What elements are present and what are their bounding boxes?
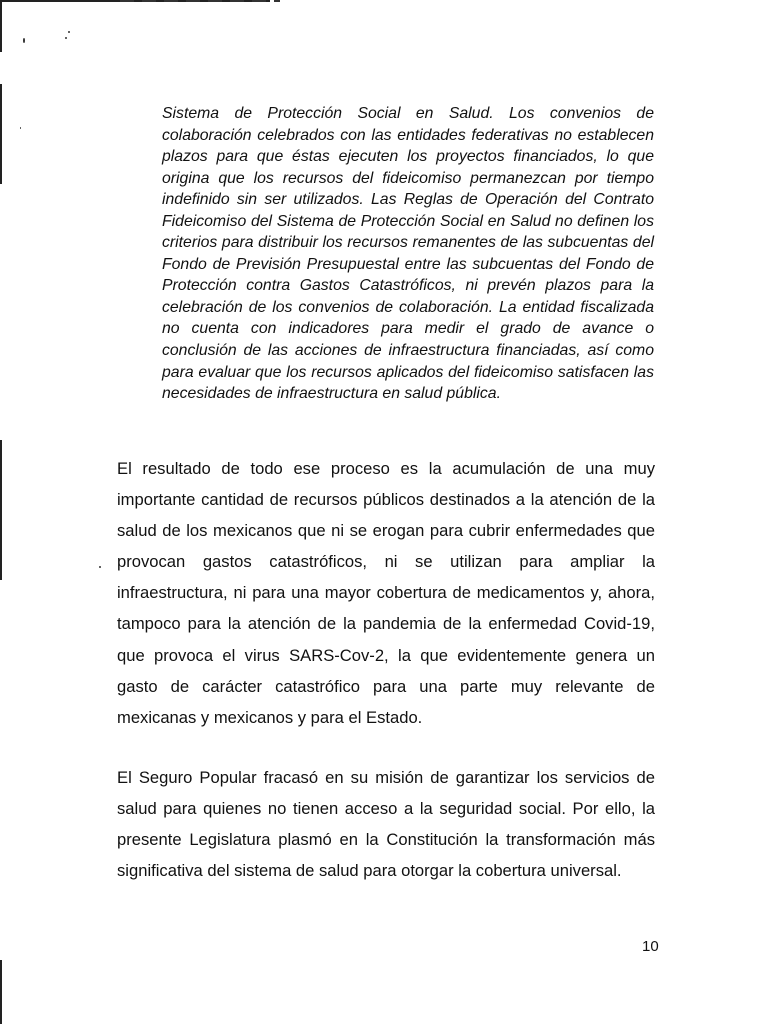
scan-speck bbox=[65, 37, 67, 39]
scan-left-edge bbox=[0, 84, 2, 184]
quoted-audit-excerpt: Sistema de Protección Social en Salud. Los convenios de colaboración celebrados con las entidades federativas no establecen plazos para que éstas ejecuten los proyectos financiados, lo que origina que los recursos del fideicomiso permanezcan por tiempo indefinido sin ser utilizados. Las Reglas de Operación del Contrato Fideicomiso del Sistema de Protección Social en Salud no definen los criterios para distribuir los recursos remanentes de las subcuentas del Fondo de Previsión Presupuestal entre las subcuentas del Fondo de Protección contra Gastos Catastróficos, ni prevén plazos para la celebración de los convenios de colaboración. La entidad fiscalizada no cuenta con indicadores para medir el grado de avance o conclusión de las acciones de infraestructura financiadas, así como para evaluar que los recursos aplicados del fideicomiso satisfacen las necesidades de infraestructura en salud pública. bbox=[162, 105, 654, 403]
scan-left-edge bbox=[0, 440, 2, 580]
body-paragraph-1: El resultado de todo ese proceso es la acumulación de una muy importante cantidad de recursos públicos destinados a la atención de la salud de los mexicanos que ni se erogan para cubrir enfermedades que provocan gastos catastróficos, ni se utilizan para ampliar la infraestructura, ni para una mayor cobertura de medicamentos y, ahora, tampoco para la atención de la pandemia de la enfermedad Covid-19, que provoca el virus SARS-Cov-2, la que evidentemente genera un gasto de carácter catastrófico para una parte muy relevante de mexicanas y mexicanos y para el Estado. bbox=[117, 459, 655, 727]
scan-top-border-fade bbox=[120, 0, 280, 2]
scan-speck bbox=[68, 31, 70, 33]
body-paragraph-2: El Seguro Popular fracasó en su misión de garantizar los servicios de salud para quienes no tienen acceso a la seguridad social. Por ello, la presente Legislatura plasmó en la Constitución la transformación más significativa del sistema de salud para otorgar la cobertura universal. bbox=[117, 768, 655, 881]
scan-speck bbox=[20, 127, 21, 129]
scan-speck bbox=[23, 38, 25, 43]
scan-left-edge bbox=[0, 0, 2, 52]
scan-speck bbox=[99, 566, 101, 568]
page-number: 10 bbox=[642, 938, 659, 955]
scan-left-edge bbox=[0, 960, 2, 1024]
